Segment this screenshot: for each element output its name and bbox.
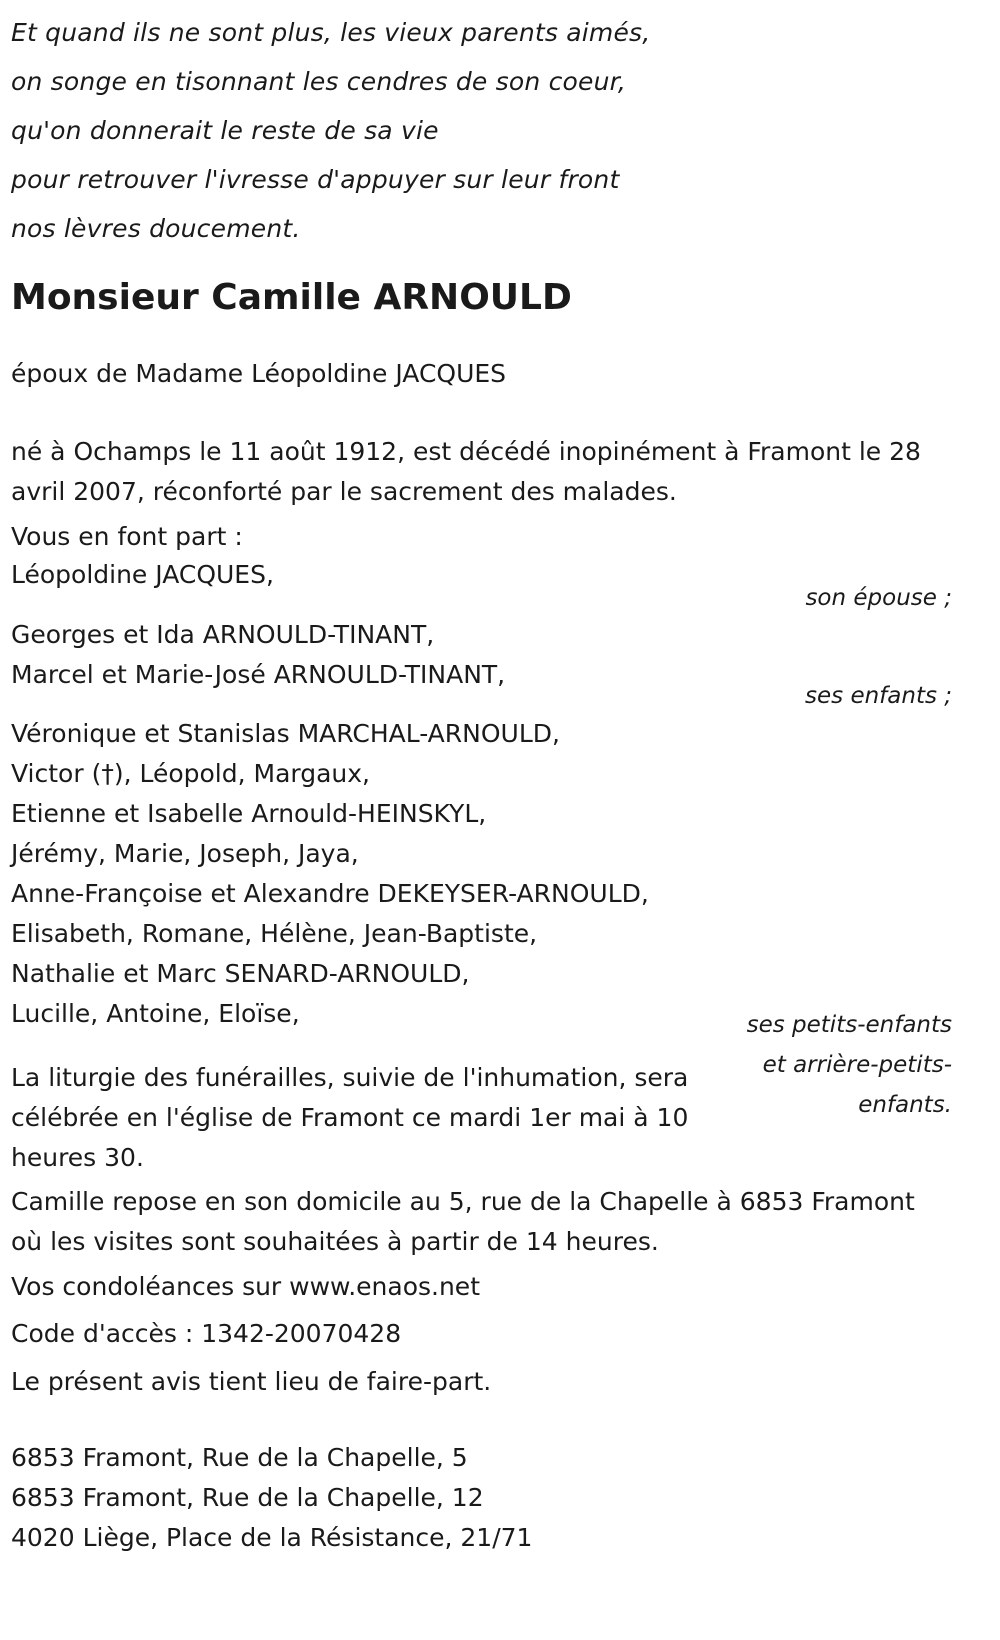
address-line: 4020 Liège, Place de la Résistance, 21/71 <box>11 1523 533 1552</box>
family-member: Nathalie et Marc SENARD-ARNOULD, <box>11 959 470 988</box>
family-member: Victor (†), Léopold, Margaux, <box>11 759 371 788</box>
role-children: ses enfants ; <box>805 683 952 709</box>
family-member: Léopoldine JACQUES, <box>11 560 274 589</box>
funeral-text: La liturgie des funérailles, suivie de l'inhumation, sera célébrée en l'église de Framont ce mardi 1er mai à 10 heures 30. <box>11 1063 689 1172</box>
deceased-name: Monsieur Camille ARNOULD <box>11 277 572 318</box>
family-member: Jérémy, Marie, Joseph, Jaya, <box>11 839 359 868</box>
visit-text: Camille repose en son domicile au 5, rue de la Chapelle à 6853 Framont où les visites sont souhaitées à partir de 14 heures. <box>11 1187 915 1256</box>
spouse-group <box>11 555 274 595</box>
condolences-text: Vos condoléances sur www.enaos.net <box>11 1272 480 1301</box>
family-member: Véronique et Stanislas MARCHAL-ARNOULD, <box>11 719 560 748</box>
access-code: Code d'accès : 1342-20070428 <box>11 1319 402 1348</box>
children-group <box>11 615 505 695</box>
announcement-intro: Vous en font part : <box>11 522 243 551</box>
address-line: 6853 Framont, Rue de la Chapelle, 5 <box>11 1443 468 1472</box>
role-grandchildren: ses petits-enfants et arrière-petits-enfants. <box>746 1012 952 1118</box>
role-spouse: son épouse ; <box>805 585 952 611</box>
poem <box>11 8 650 253</box>
spouse-line: époux de Madame Léopoldine JACQUES <box>11 359 507 388</box>
addresses <box>11 1438 532 1558</box>
family-member: Georges et Ida ARNOULD-TINANT, <box>11 620 435 649</box>
grandchildren-group <box>11 714 649 1034</box>
poem-line: on songe en tisonnant les cendres de son coeur, <box>11 67 626 96</box>
address-line: 6853 Framont, Rue de la Chapelle, 12 <box>11 1483 484 1512</box>
poem-line: nos lèvres doucement. <box>11 214 301 243</box>
notice-text: Le présent avis tient lieu de faire-part. <box>11 1367 492 1396</box>
poem-line: Et quand ils ne sont plus, les vieux parents aimés, <box>11 18 651 47</box>
family-member: Etienne et Isabelle Arnould-HEINSKYL, <box>11 799 487 828</box>
family-member: Anne-Françoise et Alexandre DEKEYSER-ARNOULD, <box>11 879 649 908</box>
family-member: Lucille, Antoine, Eloïse, <box>11 999 300 1028</box>
family-member: Marcel et Marie-José ARNOULD-TINANT, <box>11 660 506 689</box>
family-member: Elisabeth, Romane, Hélène, Jean-Baptiste, <box>11 919 538 948</box>
birth-death-text: né à Ochamps le 11 août 1912, est décédé inopinément à Framont le 28 avril 2007, réconforté par le sacrement des malades. <box>11 437 921 506</box>
poem-line: qu'on donnerait le reste de sa vie <box>11 116 439 145</box>
poem-line: pour retrouver l'ivresse d'appuyer sur leur front <box>11 165 620 194</box>
